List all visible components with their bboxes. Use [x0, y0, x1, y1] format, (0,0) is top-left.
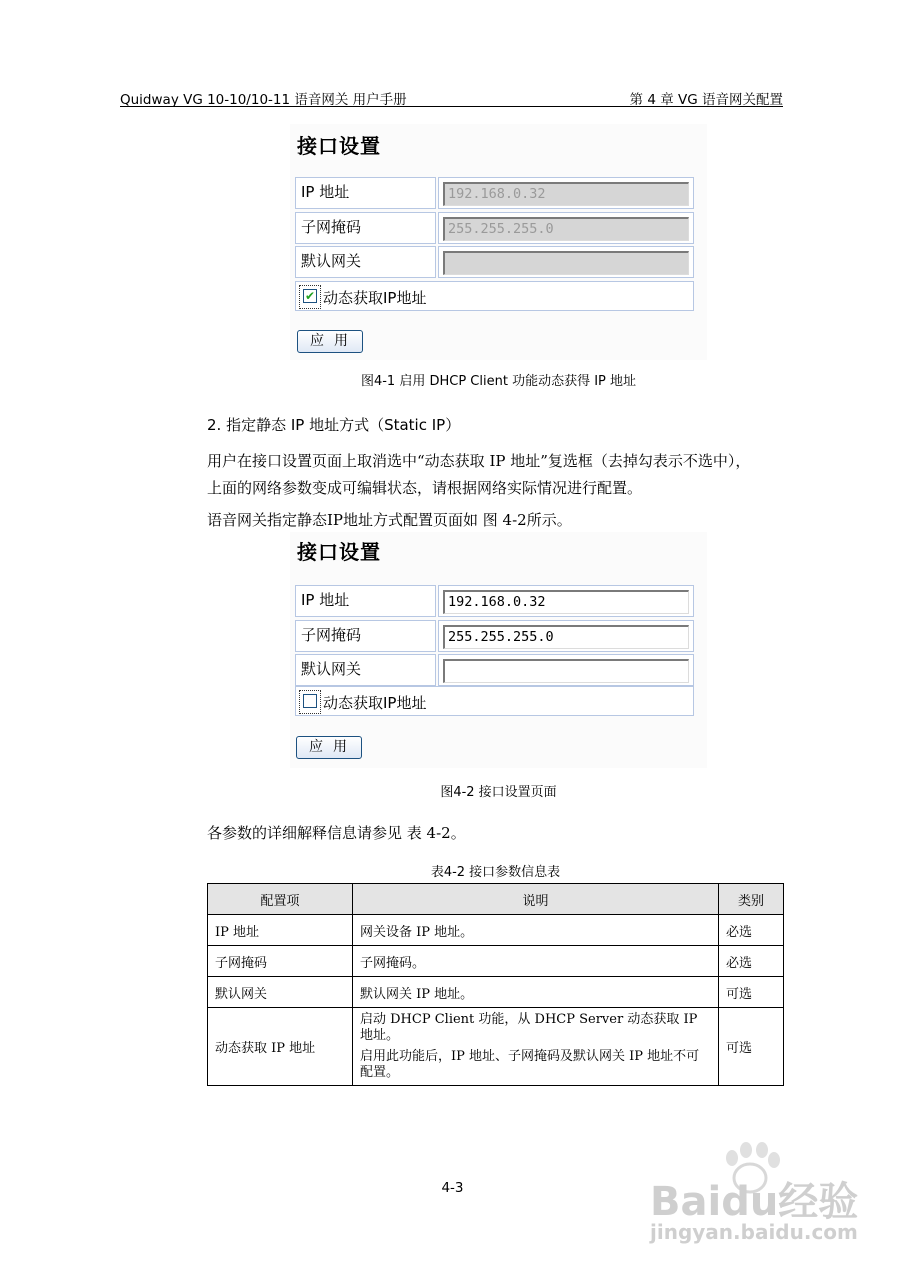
figure1-gateway-value-cell [438, 246, 694, 278]
figure1-ip-input[interactable]: 192.168.0.32 [443, 182, 689, 206]
figure1-ip-label-cell [295, 177, 436, 209]
section-heading: 2. 指定静态 IP 地址方式（Static IP） [207, 416, 461, 434]
figure2-apply-button[interactable]: 应用 [296, 736, 362, 759]
figure2-ip-input[interactable]: 192.168.0.32 [443, 590, 689, 614]
figure2-ip-label: IP 地址 [301, 591, 350, 609]
table-cell-type: 必选 [719, 946, 784, 977]
figure1-apply-button[interactable]: 应用 [297, 330, 363, 353]
table-cell-item: 默认网关 [208, 977, 353, 1008]
parameter-table [207, 883, 784, 1086]
table-row [208, 1008, 784, 1086]
figure1-title: 接口设置 [297, 134, 381, 158]
checkmark-icon: ✔ [304, 289, 316, 303]
paragraph-2: 语音网关指定静态IP地址方式配置页面如 图 4-2所示。 [207, 511, 572, 529]
figure1-gateway-label: 默认网关 [301, 252, 362, 270]
table-cell-item: IP 地址 [208, 915, 353, 946]
figure2-dhcp-label: 动态获取IP地址 [323, 694, 427, 712]
figure2-caption: 图4-2 接口设置页面 [440, 785, 557, 800]
table-cell-desc: 网关设备 IP 地址。 [353, 915, 719, 946]
table-header-row [208, 884, 784, 915]
table-cell-item: 子网掩码 [208, 946, 353, 977]
table-desc-line: 启用此功能后，IP 地址、子网掩码及默认网关 IP 地址不可 [360, 1049, 700, 1064]
figure1-gateway-label-cell [295, 246, 436, 278]
figure2-screenshot [290, 532, 707, 768]
table-desc-line: 配置。 [360, 1065, 400, 1080]
figure2-mask-input[interactable]: 255.255.255.0 [443, 625, 689, 649]
figure2-ip-value-cell [438, 585, 694, 617]
table-cell-type: 可选 [719, 1008, 784, 1086]
figure2-title: 接口设置 [297, 540, 381, 564]
table-cell-desc: 默认网关 IP 地址。 [353, 977, 719, 1008]
figure1-gateway-input[interactable] [443, 251, 689, 275]
table-cell-type: 可选 [719, 977, 784, 1008]
figure2-mask-label-cell [295, 620, 436, 652]
figure2-mask-value-cell [438, 620, 694, 652]
figure1-ip-label: IP 地址 [301, 183, 350, 201]
table-header-type: 类别 [719, 884, 784, 915]
figure1-mask-value-cell [438, 212, 694, 244]
figure2-gateway-label-cell [295, 654, 436, 686]
table-header-item: 配置项 [208, 884, 353, 915]
table-header-desc: 说明 [353, 884, 719, 915]
watermark-url: jingyan.baidu.com [650, 1220, 858, 1244]
table-cell-desc: 子网掩码。 [353, 946, 719, 977]
figure2-dhcp-row [295, 686, 694, 716]
figure1-dhcp-row [295, 281, 694, 311]
table-cell-type: 必选 [719, 915, 784, 946]
figure2-gateway-label: 默认网关 [301, 660, 362, 678]
header-right: 第 4 章 VG 语音网关配置 [629, 92, 783, 108]
figure1-dhcp-label: 动态获取IP地址 [323, 289, 427, 307]
figure2-ip-label-cell [295, 585, 436, 617]
table-cell-desc-multi [353, 1008, 719, 1086]
header-rule [120, 106, 783, 107]
paragraph-1-line-2: 上面的网络参数变成可编辑状态，请根据网络实际情况进行配置。 [207, 479, 643, 497]
paragraph-1-line-1: 用户在接口设置页面上取消选中“动态获取 IP 地址”复选框（去掉勾表示不选中）， [207, 452, 751, 470]
figure1-mask-label-cell [295, 212, 436, 244]
table-row [208, 946, 784, 977]
figure1-screenshot [290, 124, 707, 360]
figure1-mask-input[interactable]: 255.255.255.0 [443, 217, 689, 241]
figure1-mask-label: 子网掩码 [301, 218, 362, 236]
table-row [208, 977, 784, 1008]
table-cell-item: 动态获取 IP 地址 [208, 1008, 353, 1086]
table-row [208, 915, 784, 946]
figure1-ip-value-cell [438, 177, 694, 209]
table-desc-line: 启动 DHCP Client 功能，从 DHCP Server 动态获取 IP 地址。 [360, 1012, 698, 1043]
figure2-gateway-input[interactable] [443, 659, 689, 683]
figure1-dhcp-checkbox[interactable] [303, 289, 317, 303]
figure2-gateway-value-cell [438, 654, 694, 686]
page-number: 4-3 [441, 1180, 464, 1196]
figure2-dhcp-checkbox[interactable] [303, 694, 317, 708]
paragraph-3: 各参数的详细解释信息请参见 表 4-2。 [207, 824, 466, 842]
watermark-brand: Baidu经验 [650, 1179, 859, 1225]
figure1-caption: 图4-1 启用 DHCP Client 功能动态获得 IP 地址 [360, 374, 637, 389]
figure2-mask-label: 子网掩码 [301, 626, 362, 644]
header-left: Quidway VG 10-10/10-11 语音网关 用户手册 [120, 92, 407, 108]
table-caption: 表4-2 接口参数信息表 [430, 865, 561, 880]
